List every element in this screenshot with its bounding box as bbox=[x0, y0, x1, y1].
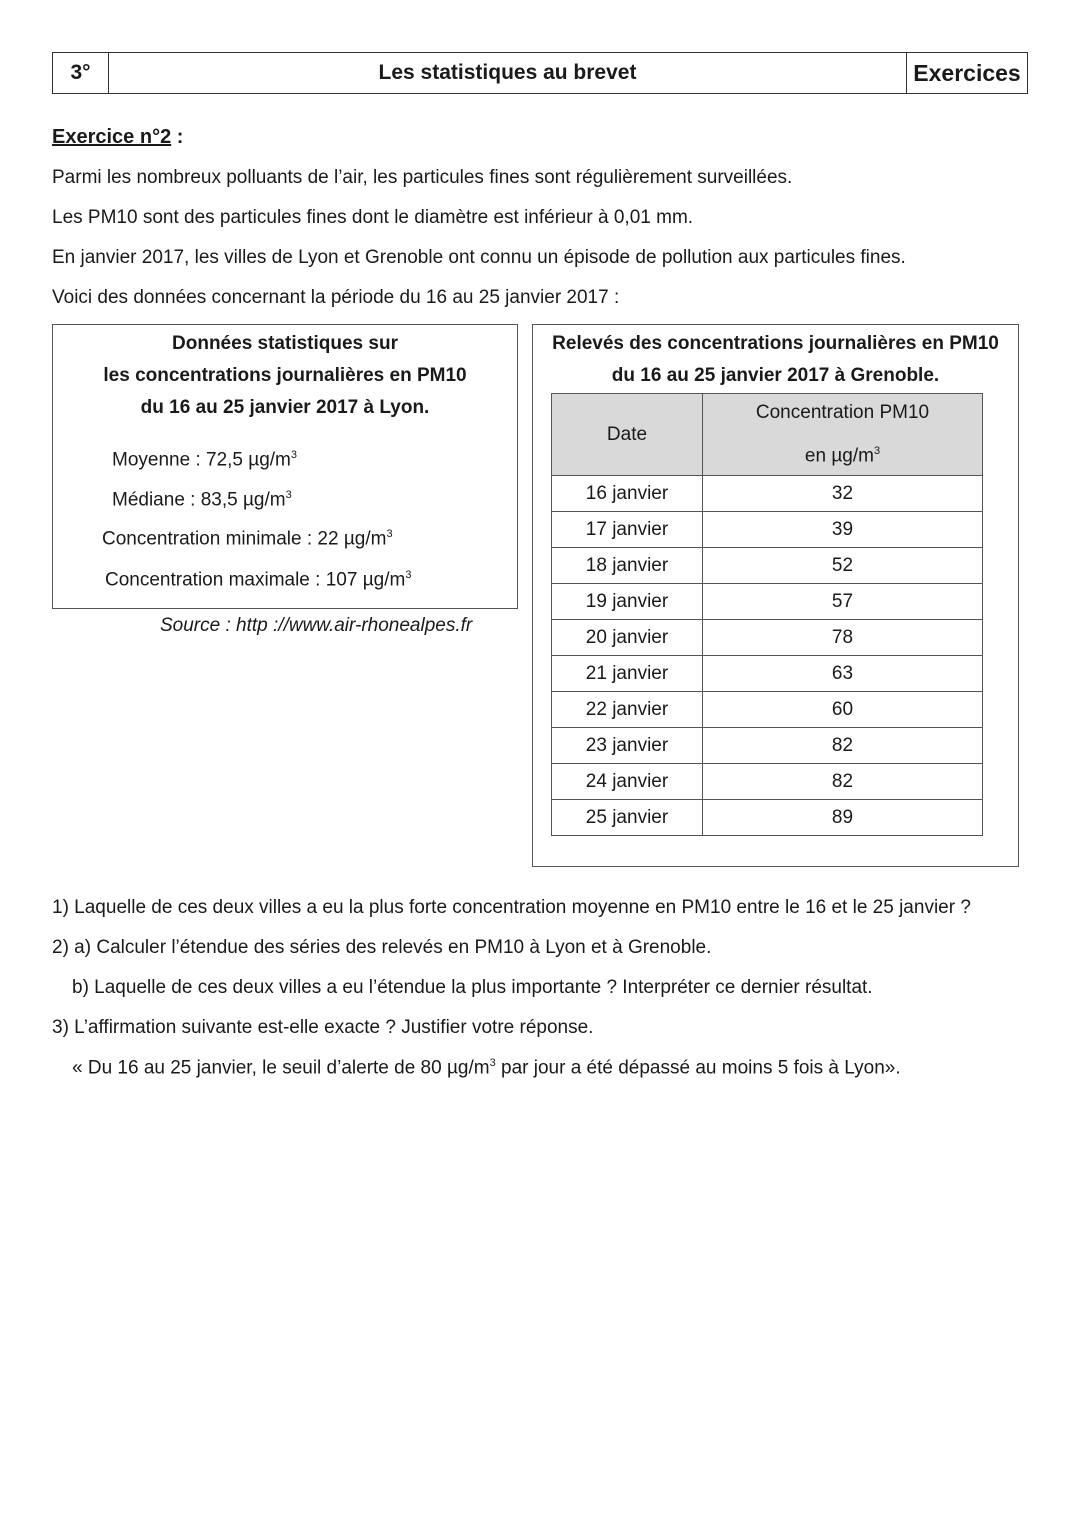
grenoble-heading-line-1: Relevés des concentrations journalières en PM10 bbox=[552, 333, 999, 354]
row-value: 39 bbox=[703, 512, 983, 548]
lyon-stat-mean bbox=[112, 449, 297, 471]
question-3: 3) L’affirmation suivante est-elle exacte ? Justifier votre réponse. bbox=[52, 1017, 594, 1038]
row-value: 32 bbox=[703, 476, 983, 512]
row-value: 82 bbox=[703, 764, 983, 800]
table-row bbox=[552, 656, 983, 692]
row-date: 16 janvier bbox=[552, 476, 703, 512]
lyon-stat-min-exp: 3 bbox=[386, 528, 393, 540]
grenoble-table bbox=[551, 393, 983, 836]
row-value: 57 bbox=[703, 584, 983, 620]
grade-level: 3° bbox=[53, 53, 109, 93]
row-value: 78 bbox=[703, 620, 983, 656]
intro-paragraph-4: Voici des données concernant la période du 16 au 25 janvier 2017 : bbox=[52, 287, 620, 308]
row-date: 20 janvier bbox=[552, 620, 703, 656]
lyon-stat-max-label: Concentration maximale : 107 µg/m bbox=[105, 569, 406, 591]
worksheet-header bbox=[52, 52, 1028, 94]
col-conc-unit: en µg/m bbox=[804, 445, 874, 467]
lyon-heading-line-2: les concentrations journalières en PM10 bbox=[103, 365, 467, 386]
quote-start: « Du 16 au 25 janvier, le seuil d’alerte de 80 µg/m bbox=[72, 1057, 490, 1079]
lyon-stat-mean-exp: 3 bbox=[290, 449, 298, 461]
question-2a: 2) a) Calculer l’étendue des séries des relevés en PM10 à Lyon et à Grenoble. bbox=[52, 937, 712, 958]
table-row bbox=[552, 476, 983, 512]
row-value: 89 bbox=[703, 800, 983, 836]
lyon-stat-max-exp: 3 bbox=[405, 569, 412, 581]
row-date: 23 janvier bbox=[552, 728, 703, 764]
lyon-stats-box bbox=[52, 324, 518, 609]
exercise-title-text: Exercice n°2 bbox=[52, 126, 172, 148]
table-row bbox=[552, 728, 983, 764]
col-conc-header-line-1: Concentration PM10 bbox=[755, 402, 930, 423]
intro-paragraph-2: Les PM10 sont des particules fines dont le diamètre est inférieur à 0,01 mm. bbox=[52, 207, 694, 228]
lyon-stat-median-exp: 3 bbox=[285, 489, 292, 501]
col-date-header: Date bbox=[552, 394, 703, 476]
row-date: 19 janvier bbox=[552, 584, 703, 620]
table-row bbox=[552, 548, 983, 584]
row-date: 24 janvier bbox=[552, 764, 703, 800]
lyon-stat-min bbox=[102, 528, 393, 550]
table-row bbox=[552, 620, 983, 656]
question-1: 1) Laquelle de ces deux villes a eu la plus forte concentration moyenne en PM10 entre le 16 et le 25 janvier ? bbox=[52, 897, 971, 918]
row-date: 18 janvier bbox=[552, 548, 703, 584]
row-date: 22 janvier bbox=[552, 692, 703, 728]
lyon-heading-line-1: Données statistiques sur bbox=[172, 333, 398, 354]
lyon-stat-median-label: Médiane : 83,5 µg/m bbox=[112, 489, 286, 511]
lyon-source: Source : http ://www.air-rhonealpes.fr bbox=[160, 615, 473, 636]
table-row bbox=[552, 764, 983, 800]
quote-end: par jour a été dépassé au moins 5 fois à Lyon». bbox=[495, 1057, 901, 1079]
question-3-quote bbox=[72, 1057, 901, 1079]
col-conc-header-line-2 bbox=[703, 432, 982, 475]
lyon-stat-mean-label: Moyenne : 72,5 µg/m bbox=[112, 449, 291, 471]
table-row bbox=[552, 512, 983, 548]
row-date: 21 janvier bbox=[552, 656, 703, 692]
row-value: 60 bbox=[703, 692, 983, 728]
exercise-title bbox=[52, 126, 183, 149]
row-value: 63 bbox=[703, 656, 983, 692]
grenoble-table-header bbox=[552, 394, 983, 476]
col-conc-header bbox=[703, 394, 983, 476]
worksheet-title: Les statistiques au brevet bbox=[378, 61, 637, 84]
row-value: 82 bbox=[703, 728, 983, 764]
intro-paragraph-3: En janvier 2017, les villes de Lyon et Grenoble ont connu un épisode de pollution aux particules fines. bbox=[52, 247, 906, 268]
col-conc-unit-exp: 3 bbox=[873, 445, 881, 457]
grenoble-readings-box bbox=[532, 324, 1019, 867]
exercise-title-suffix: : bbox=[171, 126, 184, 148]
row-date: 25 janvier bbox=[552, 800, 703, 836]
question-2b: b) Laquelle de ces deux villes a eu l’étendue la plus importante ? Interpréter ce dernier résultat. bbox=[72, 977, 873, 998]
table-row bbox=[552, 584, 983, 620]
lyon-stat-min-label: Concentration minimale : 22 µg/m bbox=[102, 528, 387, 550]
quote-exp: 3 bbox=[489, 1057, 496, 1069]
intro-paragraph-1: Parmi les nombreux polluants de l’air, les particules fines sont régulièrement surveillées. bbox=[52, 167, 793, 188]
table-row bbox=[552, 692, 983, 728]
lyon-heading-line-3: du 16 au 25 janvier 2017 à Lyon. bbox=[140, 397, 430, 418]
lyon-stat-max bbox=[105, 569, 411, 591]
table-row bbox=[552, 800, 983, 836]
row-value: 52 bbox=[703, 548, 983, 584]
worksheet-kind: Exercices bbox=[906, 53, 1027, 93]
lyon-stat-median bbox=[112, 489, 292, 511]
row-date: 17 janvier bbox=[552, 512, 703, 548]
grenoble-heading-line-2: du 16 au 25 janvier 2017 à Grenoble. bbox=[611, 365, 940, 386]
